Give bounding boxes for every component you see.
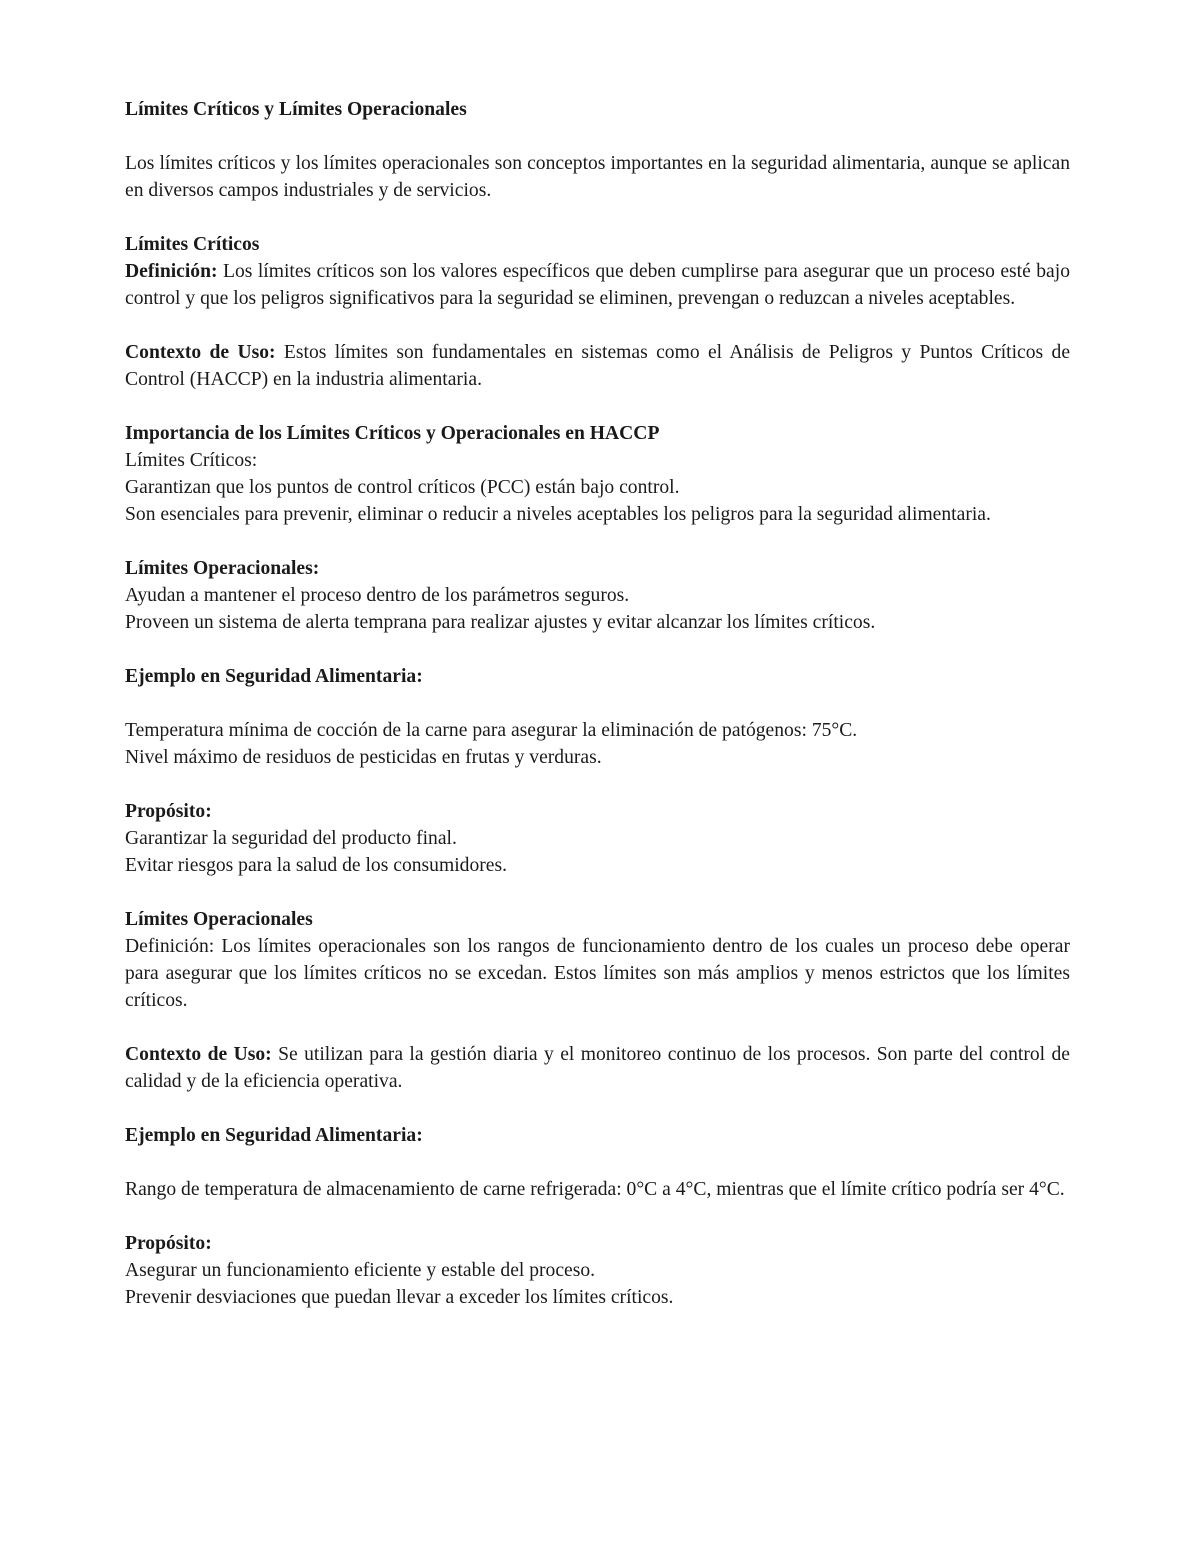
definition-label: Definición:	[125, 261, 218, 282]
list-item: Nivel máximo de residuos de pesticidas en frutas y verduras.	[125, 747, 602, 768]
document-title: Límites Críticos y Límites Operacionales	[125, 99, 467, 120]
context-label: Contexto de Uso:	[125, 1044, 272, 1065]
context-label: Contexto de Uso:	[125, 342, 276, 363]
purpose2-heading: Propósito:	[125, 1233, 212, 1254]
operational-heading: Límites Operacionales	[125, 909, 313, 930]
list-item: Temperatura mínima de cocción de la carne para asegurar la eliminación de patógenos: 75°C.	[125, 720, 858, 741]
critical-definition: Definición: Los límites críticos son los valores específicos que deben cumplirse para asegurar que un proceso esté bajo control y que los peligros significativos para la seguridad se eliminen, prevengan o reduzcan a niveles aceptables.	[125, 261, 1070, 309]
example2-text: Rango de temperatura de almacenamiento de carne refrigerada: 0°C a 4°C, mientras que el límite crítico podría ser 4°C.	[125, 1179, 1065, 1200]
list-item: Son esenciales para prevenir, eliminar o reducir a niveles aceptables los peligros para la seguridad alimentaria.	[125, 504, 991, 525]
list-item: Garantizan que los puntos de control críticos (PCC) están bajo control.	[125, 477, 680, 498]
list-item: Prevenir desviaciones que puedan llevar a exceder los límites críticos.	[125, 1287, 674, 1308]
example1-heading: Ejemplo en Seguridad Alimentaria:	[125, 666, 423, 687]
importance-heading: Importancia de los Límites Críticos y Operacionales en HACCP	[125, 423, 660, 444]
critical-heading: Límites Críticos	[125, 234, 260, 255]
list-item: Proveen un sistema de alerta temprana para realizar ajustes y evitar alcanzar los límites críticos.	[125, 612, 876, 633]
critical-context: Contexto de Uso: Estos límites son fundamentales en sistemas como el Análisis de Peligros y Puntos Críticos de Control (HACCP) en la industria alimentaria.	[125, 342, 1071, 390]
list-item: Asegurar un funcionamiento eficiente y estable del proceso.	[125, 1260, 596, 1281]
document-page	[125, 96, 1070, 1311]
importance-critical-label: Límites Críticos:	[125, 450, 258, 471]
list-item: Ayudan a mantener el proceso dentro de los parámetros seguros.	[125, 585, 630, 606]
operational-definition: Definición: Los límites operacionales son los rangos de funcionamiento dentro de los cuales un proceso debe operar para asegurar que los límites críticos no se excedan. Estos límites son más amplios y menos estrictos que los límites críticos.	[125, 936, 1070, 1011]
purpose1-heading: Propósito:	[125, 801, 212, 822]
importance-operational-label: Límites Operacionales:	[125, 558, 320, 579]
list-item: Evitar riesgos para la salud de los consumidores.	[125, 855, 507, 876]
intro-paragraph: Los límites críticos y los límites operacionales son conceptos importantes en la seguridad alimentaria, aunque se aplican en diversos campos industriales y de servicios.	[125, 153, 1070, 201]
list-item: Garantizar la seguridad del producto final.	[125, 828, 457, 849]
operational-context: Contexto de Uso: Se utilizan para la gestión diaria y el monitoreo continuo de los procesos. Son parte del control de calidad y de la eficiencia operativa.	[125, 1044, 1070, 1092]
example2-heading: Ejemplo en Seguridad Alimentaria:	[125, 1125, 423, 1146]
